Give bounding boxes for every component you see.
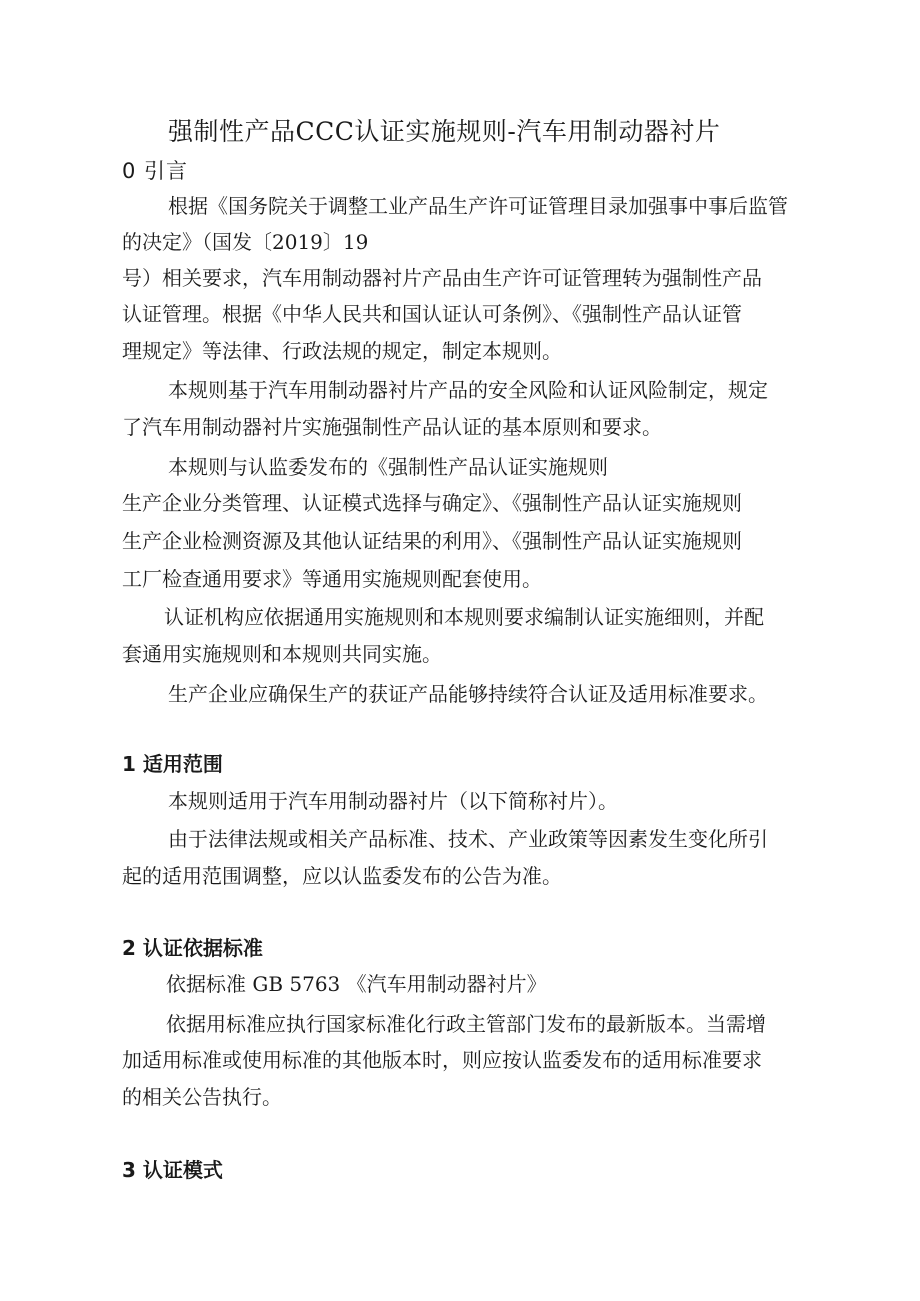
text-line: 生产企业分类管理、认证模式选择与确定》、《强制性产品认证实施规则 <box>122 491 742 515</box>
text-line: 本规则适用于汽车用制动器衬片（以下简称衬片）。 <box>168 789 618 813</box>
text-line: 的相关公告执行。 <box>122 1085 282 1109</box>
text-line: 了汽车用制动器衬片实施强制性产品认证的基本原则和要求。 <box>122 415 662 439</box>
document-title: 强制性产品CCC认证实施规则-汽车用制动器衬片 <box>168 117 721 146</box>
section-0-heading: 0 引言 <box>122 159 189 183</box>
text-line: 认证管理。根据《中华人民共和国认证认可条例》、《强制性产品认证管 <box>122 302 742 326</box>
section-1-heading: 1 适用范围 <box>122 752 223 776</box>
text-line: 理规定》等法律、行政法规的规定，制定本规则。 <box>122 339 562 363</box>
text-line: 根据《国务院关于调整工业产品生产许可证管理目录加强事中事后监管 <box>168 194 788 218</box>
section-2-heading: 2 认证依据标准 <box>122 936 263 960</box>
text-line: 的决定》（国发〔2019〕19 <box>122 230 369 254</box>
text-line: 依据用标准应执行国家标准化行政主管部门发布的最新版本。当需增 <box>166 1012 766 1036</box>
text-line: 由于法律法规或相关产品标准、技术、产业政策等因素发生变化所引 <box>168 827 768 851</box>
text-line: 套通用实施规则和本规则共同实施。 <box>122 642 442 666</box>
text-line: 依据标准 GB 5763 《汽车用制动器衬片》 <box>166 972 547 996</box>
text-line: 加适用标准或使用标准的其他版本时，则应按认监委发布的适用标准要求 <box>122 1048 762 1072</box>
text-line: 认证机构应依据通用实施规则和本规则要求编制认证实施细则，并配 <box>164 605 764 629</box>
section-3-heading: 3 认证模式 <box>122 1158 223 1182</box>
text-line: 本规则基于汽车用制动器衬片产品的安全风险和认证风险制定，规定 <box>168 378 768 402</box>
text-line: 起的适用范围调整，应以认监委发布的公告为准。 <box>122 864 562 888</box>
text-line: 本规则与认监委发布的《强制性产品认证实施规则 <box>168 455 608 479</box>
text-line: 生产企业检测资源及其他认证结果的利用》、《强制性产品认证实施规则 <box>122 529 742 553</box>
text-line: 号）相关要求，汽车用制动器衬片产品由生产许可证管理转为强制性产品 <box>122 266 762 290</box>
text-line: 生产企业应确保生产的获证产品能够持续符合认证及适用标准要求。 <box>168 682 768 706</box>
text-line: 工厂检查通用要求》等通用实施规则配套使用。 <box>122 567 542 591</box>
